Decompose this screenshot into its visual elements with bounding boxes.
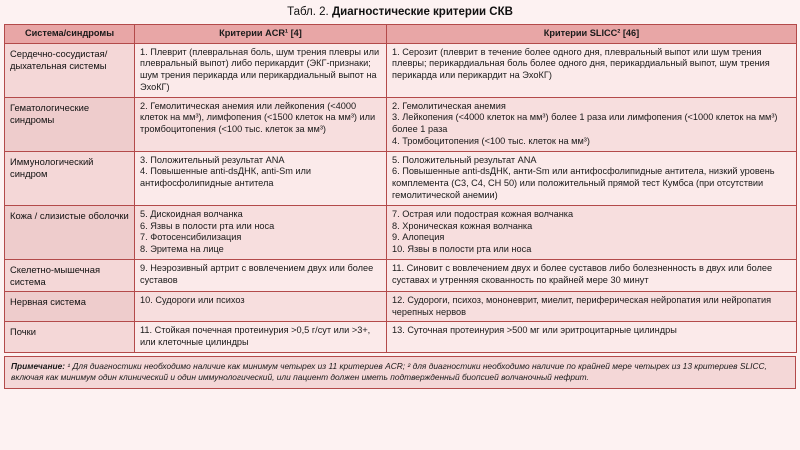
row-acr-criteria: 5. Дискоидная волчанка 6. Язвы в полости рта или носа 7. Фотосенсибилизация 8. Эритема на лице: [135, 205, 387, 259]
row-system-label: Иммунологический синдром: [5, 151, 135, 205]
table-head: [5, 24, 797, 43]
row-system-label: Кожа / слизистые оболочки: [5, 205, 135, 259]
table-row: [5, 291, 797, 322]
criteria-table: [4, 24, 797, 353]
footnote-label: Примечание:: [11, 360, 66, 371]
row-slicc-criteria: 13. Суточная протеинурия >500 мг или эритроцитарные цилиндры: [387, 322, 797, 353]
column-header-slicc: Критерии SLICC² [46]: [387, 24, 797, 43]
row-slicc-criteria: 5. Положительный результат ANA 6. Повышенные anti-dsДНК, анти-Sm или антифосфолипидные антитела, низкий уровень комплемента (С3, С4, CH 50) или положительный прямой тест Кумбса (при отсутствии гемолитической анемии): [387, 151, 797, 205]
row-slicc-criteria: 1. Серозит (плеврит в течение более одного дня, плевральный выпот или шум трения плевры; перикардиальная боль более одного дня, перикардиальный выпот, шум трения перикарда или перикардит на ЭхоКГ): [387, 43, 797, 97]
table-row: [5, 205, 797, 259]
row-acr-criteria: 1. Плеврит (плевральная боль, шум трения плевры или плевральный выпот) либо перикардит (ЭКГ-признаки; шум трения перикарда или перикардиальный выпот на ЭхоКГ): [135, 43, 387, 97]
table-row: [5, 151, 797, 205]
caption-title: Диагностические критерии СКВ: [331, 6, 513, 18]
table-row: [5, 322, 797, 353]
table-row: [5, 43, 797, 97]
row-acr-criteria: 3. Положительный результат ANA 4. Повышенные anti-dsДНК, anti-Sm или антифосфолипидные антитела: [135, 151, 387, 205]
row-slicc-criteria: 7. Острая или подострая кожная волчанка 8. Хроническая кожная волчанка 9. Алопеция 10. Язвы в полости рта или носа: [387, 205, 797, 259]
row-acr-criteria: 9. Неэрозивный артрит с вовлечением двух или более суставов: [135, 259, 387, 291]
row-acr-criteria: 11. Стойкая почечная протеинурия >0,5 г/сут или >3+, или клеточные цилиндры: [135, 322, 387, 353]
row-system-label: Почки: [5, 322, 135, 353]
table-footnote: [4, 356, 796, 389]
footnote-text: ¹ Для диагностики необходимо наличие как минимум четырех из 11 критериев ACR; ² для диагностики необходимо наличие по крайней мере четырех из 13 критериев SLICC, включая как минимум один клинический и один иммунологический, или пациент должен иметь подтвержденный биопсией волчаночный нефрит.: [11, 360, 767, 383]
row-acr-criteria: 2. Гемолитическая анемия или лейкопения (<4000 клеток на мм³), лимфопения (<1500 клеток на мм³) или тромбоцитопения (<100 тыс. клеток за мм³): [135, 97, 387, 151]
row-acr-criteria: 10. Судороги или психоз: [135, 291, 387, 322]
row-slicc-criteria: 12. Судороги, психоз, мононеврит, миелит, периферическая нейропатия или нейропатия черепных нервов: [387, 291, 797, 322]
column-header-acr: Критерии ACR¹ [4]: [135, 24, 387, 43]
row-system-label: Гематологические синдромы: [5, 97, 135, 151]
row-system-label: Скелетно-мышечная система: [5, 259, 135, 291]
table-row: [5, 97, 797, 151]
table-body: [5, 43, 797, 352]
column-header-system: Система/синдромы: [5, 24, 135, 43]
row-slicc-criteria: 2. Гемолитическая анемия 3. Лейкопения (<4000 клеток на мм³) более 1 раза или лимфопения (<1000 клеток на мм³) более 1 раза 4. Тромбоцитопения (<100 тыс. клеток на мм³): [387, 97, 797, 151]
table-caption: [4, 4, 796, 24]
caption-number: Табл. 2.: [287, 6, 332, 18]
row-system-label: Нервная система: [5, 291, 135, 322]
row-slicc-criteria: 11. Синовит с вовлечением двух и более суставов либо болезненность в двух или более суставах и утренняя скованность по крайней мере 30 минут: [387, 259, 797, 291]
table-row: [5, 259, 797, 291]
table-header-row: [5, 24, 797, 43]
row-system-label: Сердечно-сосудистая/ дыхательная системы: [5, 43, 135, 97]
